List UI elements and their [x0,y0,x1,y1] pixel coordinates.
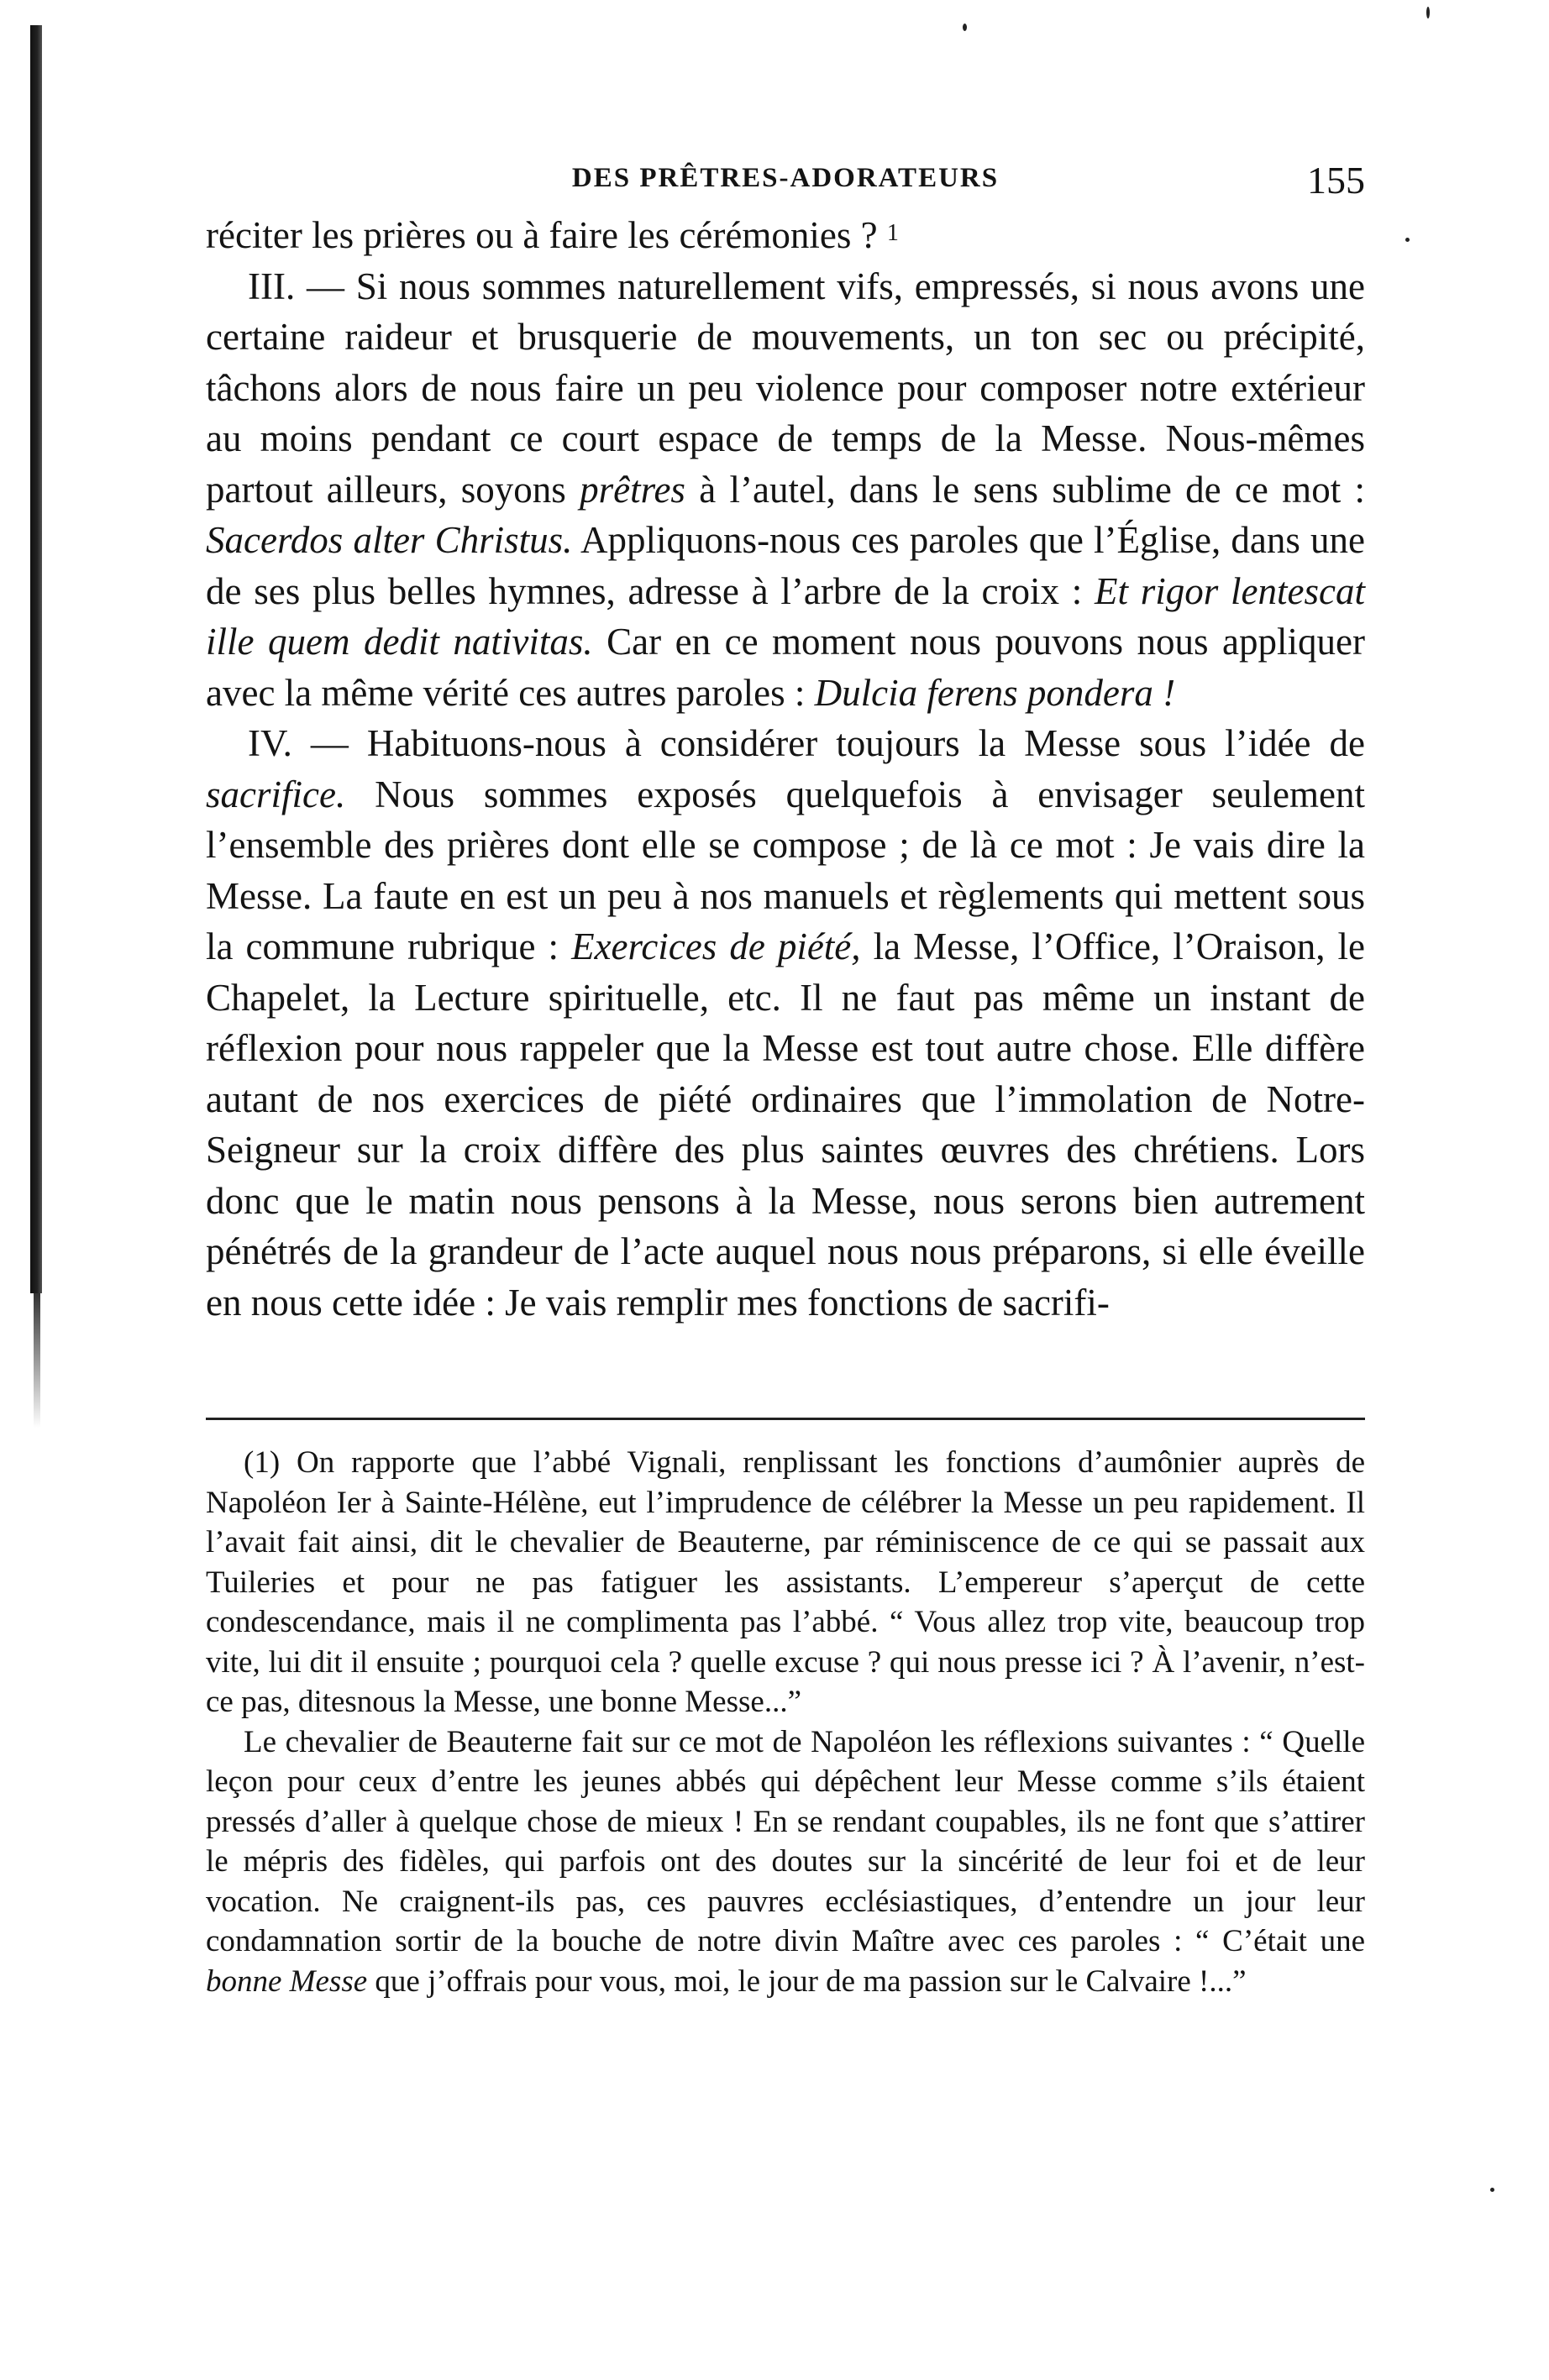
footnote-reference: 1 [886,220,899,246]
italic-text: bonne Messe [206,1963,368,1999]
text-run: Appliquons-nous ces paroles que l’Église, dans une de ses plus belles hymnes, adresse à l’arbre de la croix : [206,519,1365,612]
page-header [206,158,1365,208]
text-run: la Messe, l’Office, l’Oraison, le Chapelet, la Lecture spirituelle, etc. Il ne faut pas même un instant de réflexion pour nous rappeler que la Messe est tout autre chose. Elle diffère autant de nos exercices de piété ordinaires que l’immolation de Notre-Seigneur sur la croix diffère des plus saintes œuvres des chrétiens. Lors donc que le matin nous pensons à la Messe, nous serons bien autrement pénétrés de la grandeur de l’acte auquel nous nous préparons, si elle éveille en nous cette idée : Je vais remplir mes fonctions de sacrifi- [206,925,1366,1324]
footnote: (1) On rapporte que l’abbé Vignali, renplissant les fonctions d’aumônier auprès de Napoléon Ier à Sainte-Hélène, eut l’imprudence de célébrer la Messe un peu rapidement. Il l’avait fait ainsi, dit le chevalier de Beauterne, par réminiscence de ce qui se passait aux Tuileries et pour ne pas fatiguer les assistants. L’empereur s’aperçut de cette condescendance, mais il ne complimenta pas l’abbé. “ Vous allez trop vite, beaucoup trop vite, lui dit il ensuite ; pourquoi cela ? quelle excuse ? qui nous presse ici ? À l’avenir, n’est-ce pas, ditesnous la Messe, une bonne Messe...” [206,1445,1365,1719]
paragraph [206,718,1365,1328]
scan-speck [1405,238,1410,242]
paragraph [206,210,1365,261]
scan-speck [1490,2188,1494,2192]
italic-text: Sacerdos alter Christus. [206,519,573,561]
scan-speck [963,24,967,31]
text-run: Nous sommes exposés quelquefois à envisager seulement l’ensemble des prières dont elle se compose ; de là ce mot : Je vais dire la Messe. La faute en est un peu à nos manuels et règlements qui mettent sous la commune rubrique : [206,773,1365,967]
text-run: Car en ce moment nous pouvons nous appliquer avec la même vérité ces autres paroles : [206,621,1365,714]
scan-speck [1426,7,1430,18]
text-run: que j’offrais pour vous, moi, le jour de ma passion sur le Calvaire !...” [367,1963,1247,1999]
italic-text: Exercices de piété, [571,925,861,967]
footnote [206,1722,1365,2002]
text-run: à l’autel, dans le sens sublime de ce mot : [685,468,1365,511]
paragraph [206,261,1365,719]
text-run: réciter les prières ou à faire les cérémonies ? [206,214,887,256]
main-text [206,210,1365,1328]
italic-text: Et rigor lentescat ille quem dedit nativitas. [206,569,1365,663]
footnote-rule [206,1418,1365,1420]
text-run: Le chevalier de Beauterne fait sur ce mot de Napoléon les réflexions suivantes : “ Quelle leçon pour ceux d’entre les jeunes abbés qui dépêchent leur Messe comme s’ils étaient pressés d’aller à quelque chose de mieux ! En se rendant coupables, ils ne font que s’attirer le mépris des fidèles, qui parfois ont des doutes sur la sincérité de leur foi et de leur vocation. Ne craignent-ils pas, ces pauvres ecclésiastiques, d’entendre un jour leur condamnation sortir de la bouche de notre divin Maître avec ces paroles : “ C’était une [206,1724,1365,1958]
footnotes [206,1443,1365,2001]
page-binding-shadow [34,1293,40,1428]
italic-text: sacrifice. [206,773,346,815]
italic-text: Dulcia ferens pondera ! [814,671,1176,714]
running-title: DES PRÊTRES-ADORATEURS [571,163,1000,193]
page-binding-edge [30,25,42,1293]
italic-text: prêtres [580,468,685,511]
text-run: III. — Si nous sommes naturellement vifs, empressés, si nous avons une certaine raideur et brusquerie de mouvements, un ton sec ou précipité, tâchons alors de nous faire un peu violence pour composer notre extérieur au moins pendant ce court espace de temps de la Messe. Nous-mêmes partout ailleurs, soyons [206,265,1365,511]
text-run: IV. — Habituons-nous à considérer toujours la Messe sous l’idée de [248,722,1365,764]
page-number: 155 [1307,159,1365,202]
